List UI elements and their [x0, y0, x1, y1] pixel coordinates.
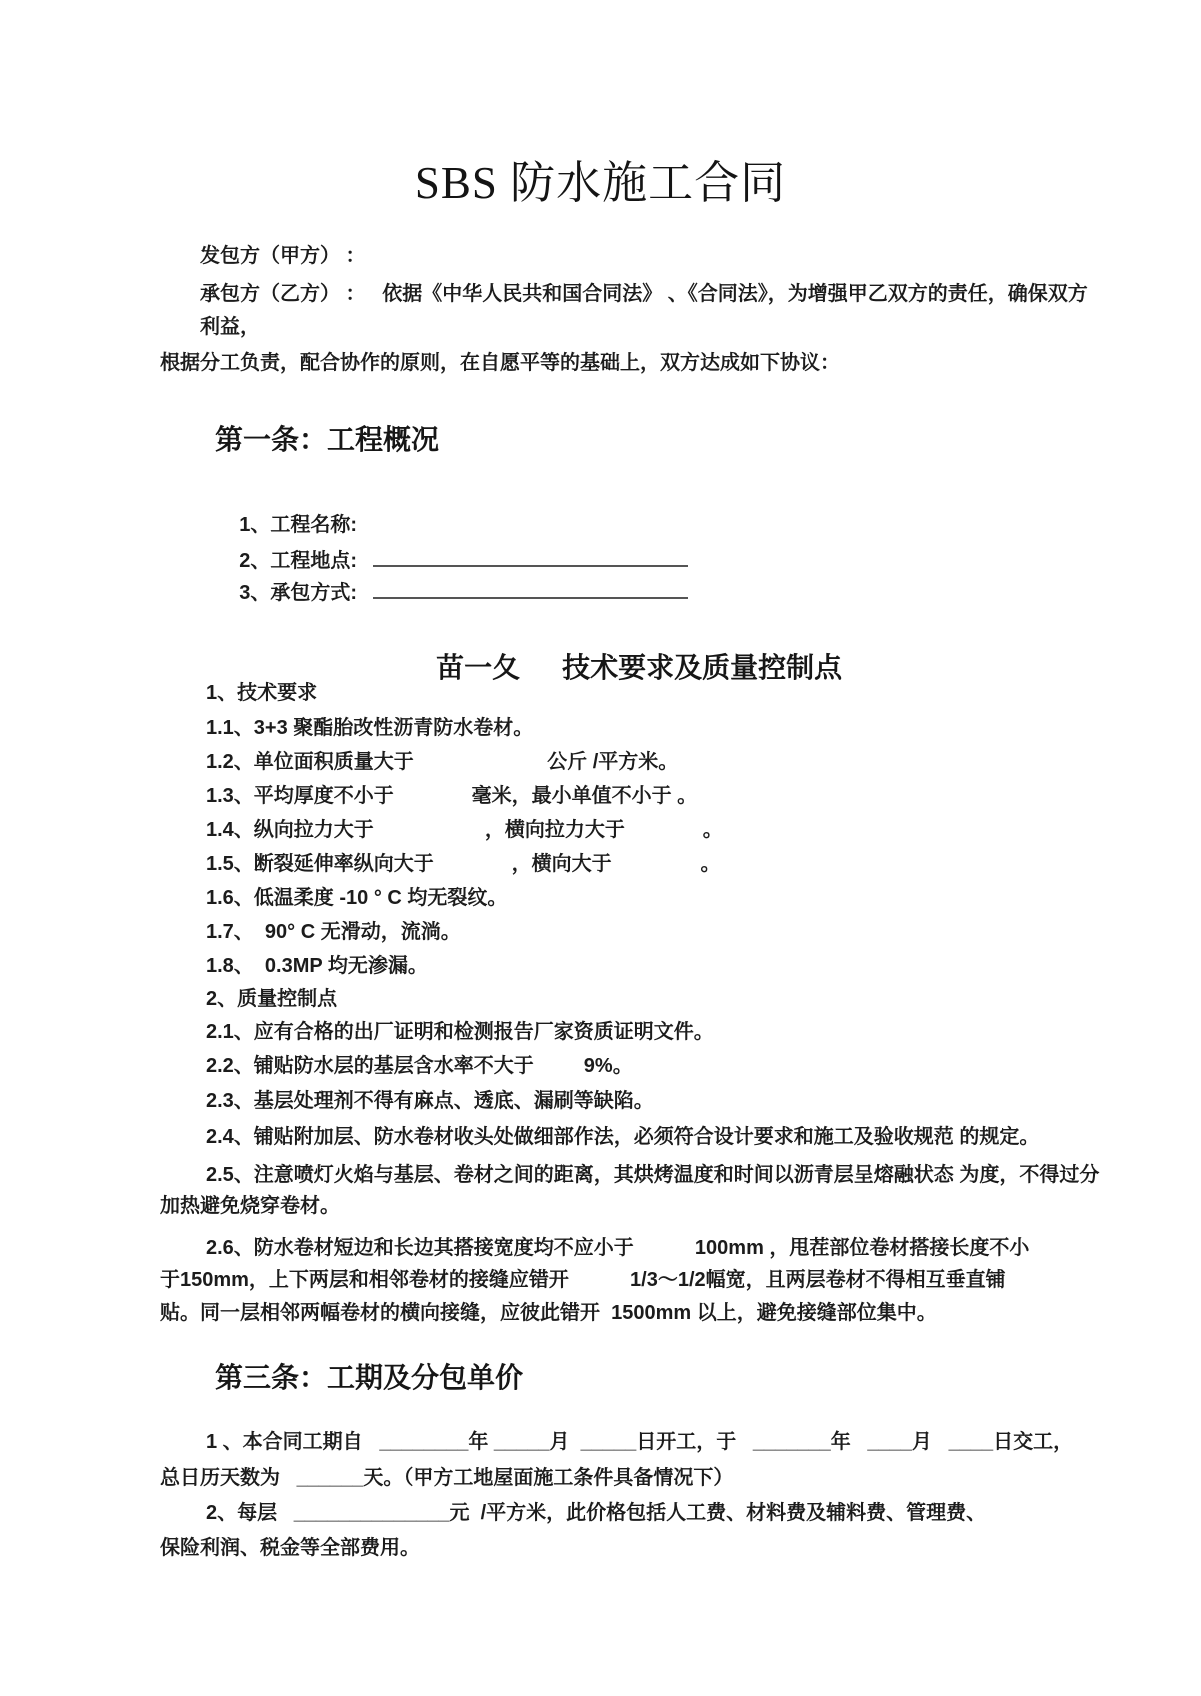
- list-item: 2.2、铺贴防水层的基层含水率不大于 9%。: [206, 1055, 633, 1077]
- quality-header: 2、质量控制点: [206, 988, 338, 1010]
- list-item: 2.4、铺贴附加层、防水卷材收头处做细部作法，必须符合设计要求和施工及验收规范 的规定。: [206, 1126, 1040, 1148]
- principle-line: 根据分工负责，配合协作的原则，在自愿平等的基础上，双方达成如下协议：: [160, 352, 840, 374]
- party-b-line: 承包方（乙方） ： 依据《中华人民共和国合同法》 、《合同法》，为增强甲乙双方的责任，确保双方: [200, 283, 1088, 305]
- blank-line: [373, 577, 688, 599]
- section3-heading: 第三条：工期及分包单价: [215, 1362, 524, 1393]
- party-a-line: 发包方（甲方） ：: [200, 245, 366, 267]
- section1-heading: 第一条：工程概况: [215, 424, 440, 455]
- list-item-cont: 加热避免烧穿卷材。: [160, 1195, 340, 1217]
- list-item: 1.4、纵向拉力大于 ，横向拉力大于 。: [206, 819, 723, 841]
- cost-inclusion-line: 保险利润、税金等全部费用。: [160, 1537, 420, 1559]
- list-item: 1.7、 90° C 无滑动，流淌。: [206, 921, 461, 943]
- list-item: 1.6、低温柔度 -10 ° C 均无裂纹。: [206, 887, 508, 909]
- section2-heading-prefix: 苗一夂: [436, 652, 521, 683]
- project-name-label: 1、工程名称:: [239, 514, 358, 536]
- list-item: 1.3、平均厚度不小于 毫米，最小单值不小于 。: [206, 785, 698, 807]
- contract-period-line: 1 、本合同工期自 ________年 _____月 _____日开工，于 _______年 ____月 ____日交工，: [206, 1431, 1074, 1453]
- list-item: 1.5、断裂延伸率纵向大于 ，横向大于 。: [206, 853, 721, 875]
- project-location-label: 2、工程地点:: [239, 550, 358, 572]
- list-item-cont: 于150mm，上下两层和相邻卷材的接缝应错开 1/3～1/2幅宽，且两层卷材不得相互垂直铺: [160, 1269, 1006, 1291]
- list-item: 2.3、基层处理剂不得有麻点、透底、漏刷等缺陷。: [206, 1090, 654, 1112]
- list-item: 2.6、防水卷材短边和长边其搭接宽度均不应小于 100mm ，甩茬部位卷材搭接长度不小: [206, 1237, 1030, 1259]
- list-item: 1.8、 0.3MP 均无渗漏。: [206, 955, 428, 977]
- page-title: SBS 防水施工合同: [414, 158, 787, 208]
- section2-heading-title: 技术要求及质量控制点: [562, 652, 843, 683]
- tech-req-header: 1、技术要求: [206, 682, 318, 704]
- list-item: 1.1、3+3 聚酯胎改性沥青防水卷材。: [206, 717, 534, 739]
- list-item: 2.5、注意喷灯火焰与基层、卷材之间的距离，其烘烤温度和时间以沥青层呈熔融状态 为度，不得过分: [206, 1164, 1100, 1186]
- calendar-days-line: 总日历天数为 ______天。（甲方工地屋面施工条件具备情况下）: [160, 1467, 734, 1489]
- contract-method-label: 3、承包方式:: [239, 582, 358, 604]
- list-item: 1.2、单位面积质量大于 公斤 /平方米。: [206, 751, 679, 773]
- benefit-line: 利益，: [200, 316, 260, 338]
- unit-price-line: 2、每层 ______________元 /平方米，此价格包括人工费、材料费及辅料费、管理费、: [206, 1502, 987, 1524]
- section2-heading: [405, 614, 842, 718]
- list-item-cont: 贴。同一层相邻两幅卷材的横向接缝，应彼此错开 1500mm 以上，避免接缝部位集中。: [160, 1302, 937, 1324]
- list-item: 2.1、应有合格的出厂证明和检测报告厂家资质证明文件。: [206, 1021, 714, 1043]
